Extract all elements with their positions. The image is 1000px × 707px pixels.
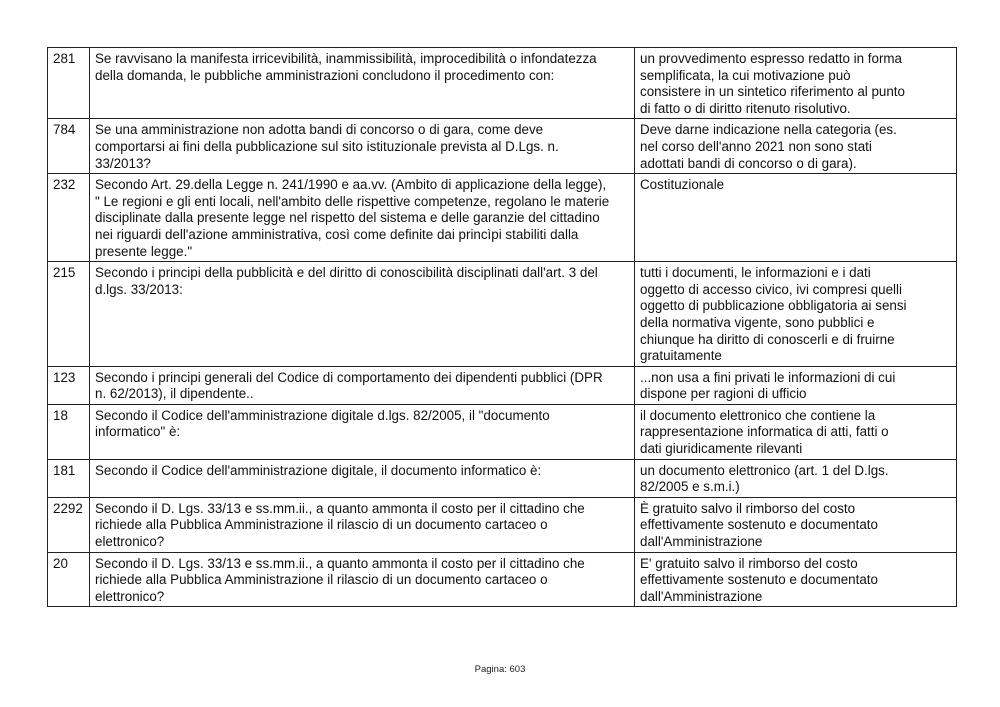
row-id: 215 (48, 262, 90, 367)
table-row (48, 262, 957, 367)
table-row (48, 174, 957, 262)
row-id: 2292 (48, 497, 90, 552)
table-row (48, 552, 957, 607)
row-answer: Deve darne indicazione nella categoria (es. nel corso dell'anno 2021 non sono stati adottati bandi di concorso o di gara). (635, 119, 957, 174)
row-answer: un provvedimento espresso redatto in forma semplificata, la cui motivazione può consistere in un sintetico riferimento al punto di fatto o di diritto ritenuto risolutivo. (635, 48, 957, 119)
table-row (48, 48, 957, 119)
row-answer: E' gratuito salvo il rimborso del costo effettivamente sostenuto e documentato dall'Amministrazione (635, 552, 957, 607)
table-row (48, 459, 957, 497)
row-id: 232 (48, 174, 90, 262)
row-question: Secondo il D. Lgs. 33/13 e ss.mm.ii., a quanto ammonta il costo per il cittadino che richiede alla Pubblica Amministrazione il rilascio di un documento cartaceo o elettronico? (90, 552, 635, 607)
table-row (48, 366, 957, 404)
row-question: Se una amministrazione non adotta bandi di concorso o di gara, come deve comportarsi ai fini della pubblicazione sul sito istituzionale prevista al D.Lgs. n. 33/2013? (90, 119, 635, 174)
row-question: Secondo i principi della pubblicità e del diritto di conoscibilità disciplinati dall'art. 3 del d.lgs. 33/2013: (90, 262, 635, 367)
row-id: 784 (48, 119, 90, 174)
table-row (48, 119, 957, 174)
qa-table (47, 47, 957, 607)
row-question: Secondo Art. 29.della Legge n. 241/1990 e aa.vv. (Ambito di applicazione della legge), " Le regioni e gli enti locali, nell'ambito delle rispettive competenze, regolano le materie disciplinate dalla presente legge nel rispetto del sistema e delle garanzie del cittadino nei riguardi dell'azione amministrativa, così come definite dai princìpi stabiliti dalla presente legge." (90, 174, 635, 262)
row-question: Se ravvisano la manifesta irricevibilità, inammissibilità, improcedibilità o infondatezza della domanda, le pubbliche amministrazioni concludono il procedimento con: (90, 48, 635, 119)
row-answer: ...non usa a fini privati le informazioni di cui dispone per ragioni di ufficio (635, 366, 957, 404)
row-answer: il documento elettronico che contiene la rappresentazione informatica di atti, fatti o dati giuridicamente rilevanti (635, 404, 957, 459)
row-answer: È gratuito salvo il rimborso del costo effettivamente sostenuto e documentato dall'Amministrazione (635, 497, 957, 552)
table-row (48, 404, 957, 459)
row-id: 281 (48, 48, 90, 119)
row-question: Secondo il Codice dell'amministrazione digitale d.lgs. 82/2005, il "documento informatico" è: (90, 404, 635, 459)
qa-table-body (48, 48, 957, 607)
row-answer: tutti i documenti, le informazioni e i dati oggetto di accesso civico, ivi compresi quelli oggetto di pubblicazione obbligatoria ai sensi della normativa vigente, sono pubblici e chiunque ha diritto di conoscerli e di fruirne gratuitamente (635, 262, 957, 367)
row-answer: un documento elettronico (art. 1 del D.lgs. 82/2005 e s.m.i.) (635, 459, 957, 497)
row-question: Secondo il D. Lgs. 33/13 e ss.mm.ii., a quanto ammonta il costo per il cittadino che richiede alla Pubblica Amministrazione il rilascio di un documento cartaceo o elettronico? (90, 497, 635, 552)
row-id: 20 (48, 552, 90, 607)
table-row (48, 497, 957, 552)
row-answer: Costituzionale (635, 174, 957, 262)
row-question: Secondo i principi generali del Codice di comportamento dei dipendenti pubblici (DPR n. 62/2013), il dipendente.. (90, 366, 635, 404)
row-id: 181 (48, 459, 90, 497)
row-question: Secondo il Codice dell'amministrazione digitale, il documento informatico è: (90, 459, 635, 497)
row-id: 18 (48, 404, 90, 459)
page-number: Pagina: 603 (474, 664, 526, 675)
row-id: 123 (48, 366, 90, 404)
